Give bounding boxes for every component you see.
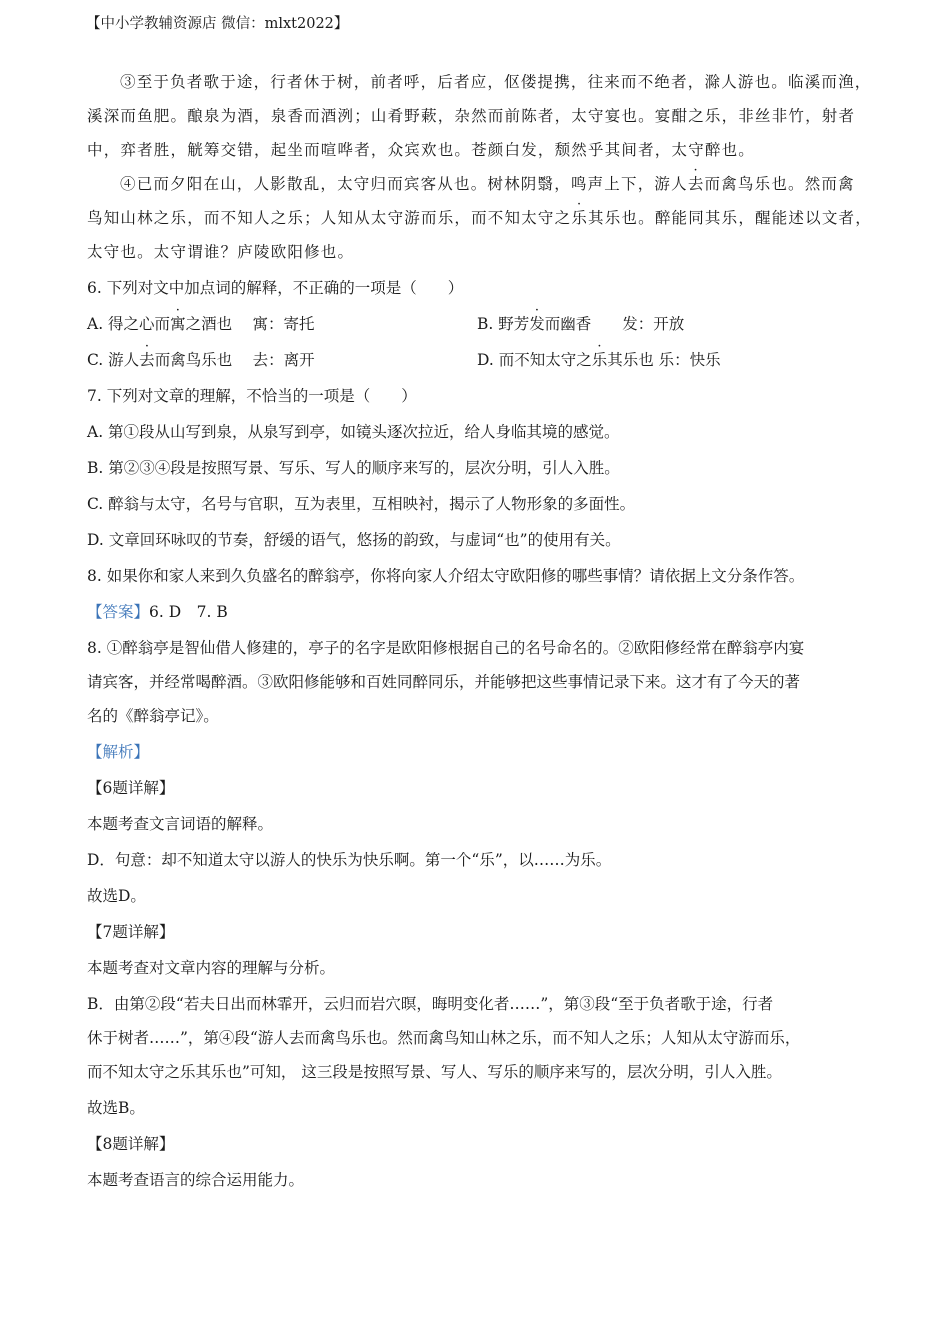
answer-line xyxy=(87,600,867,625)
q7-detail-text: 而不知太守之乐其乐也”可知， 这三段是按照写景、写人、写乐的顺序来写的，层次分明，引人入胜。 xyxy=(87,1063,782,1081)
q7-detail-text: 休于树者……”，第④段“游人去而禽鸟乐也。然而禽鸟知山林之乐，而不知人之乐；人知从太守游而乐， xyxy=(87,1029,801,1047)
dotted-word: 乐 xyxy=(591,351,608,369)
q6-options-row xyxy=(87,312,867,337)
dotted-word: 发 xyxy=(529,315,545,333)
q7-stem: 7. 下列对文章的理解，不恰当的一项是（ ） xyxy=(87,387,417,405)
q6-option-b: B. 野芳发而幽香 发：开放 xyxy=(477,315,685,333)
q7-detail-text: 本题考查对文章内容的理解与分析。 xyxy=(87,959,336,977)
q7-option-a: A. 第①段从山写到泉，从泉写到亭，如镜头逐次拉近，给人身临其境的感觉。 xyxy=(87,423,620,441)
q6-detail-text: 故选D。 xyxy=(87,887,146,905)
q6-option-c: C. 游人去而禽鸟乐也 去：离开 xyxy=(87,351,315,369)
dotted-word: 去 xyxy=(687,175,705,193)
q6-detail-title: 【6题详解】 xyxy=(87,779,175,797)
dotted-word: 乐 xyxy=(571,209,589,227)
q6-detail-text: 本题考查文言词语的解释。 xyxy=(87,815,274,833)
q6-stem: 6. 下列对文中加点词的解释，不正确的一项是（ ） xyxy=(87,279,464,297)
q7-detail-text: B．由第②段“若夫日出而林霏开，云归而岩穴暝，晦明变化者……”，第③段“至于负者歌于途，行者 xyxy=(87,995,774,1013)
passage-p3-line: 中，弈者胜，觥筹交错，起坐而喧哗者，众宾欢也。苍颜白发，颓然乎其间者，太守醉也。 xyxy=(87,141,756,159)
answer-q8-line: 名的《醉翁亭记》。 xyxy=(87,707,219,725)
passage-p4-line: 鸟知山林之乐，而不知人之乐；人知从太守游而乐，而不知太守之乐其乐也。醉能同其乐，醒能述以文者， xyxy=(87,209,872,227)
q6-option-d: D. 而不知太守之乐其乐也 乐：快乐 xyxy=(477,351,721,369)
answer-q8-line: 请宾客，并经常喝醉酒。③欧阳修能够和百姓同醉同乐，并能够把这些事情记录下来。这才有了今天的著 xyxy=(87,673,801,691)
q7-option-d: D. 文章回环咏叹的节奏，舒缓的语气，悠扬的韵致，与虚词“也”的使用有关。 xyxy=(87,531,621,549)
answer-q8-line: 8. ①醉翁亭是智仙借人修建的，亭子的名字是欧阳修根据自己的名号命名的。②欧阳修经常在醉翁亭内宴 xyxy=(87,639,805,657)
q6-options-row xyxy=(87,348,867,373)
q7-detail-text: 故选B。 xyxy=(87,1099,145,1117)
dotted-word: 寓 xyxy=(170,315,186,333)
q8-stem: 8. 如果你和家人来到久负盛名的醉翁亭，你将向家人介绍太守欧阳修的哪些事情？请依据上文分条作答。 xyxy=(87,567,805,585)
q8-detail-title: 【8题详解】 xyxy=(87,1135,175,1153)
document-body xyxy=(87,70,872,1193)
analysis-tag: 【解析】 xyxy=(87,743,150,761)
answer-text: 6. D 7. B xyxy=(149,603,228,621)
q6-option-a: A. 得之心而寓之酒也 寓：寄托 xyxy=(87,315,315,333)
passage-p4-line: ④已而夕阳在山，人影散乱，太守归而宾客从也。树林阴翳，鸣声上下，游人去而禽鸟乐也。然而禽 xyxy=(120,175,855,193)
passage-p3-line: ③至于负者歌于途，行者休于树，前者呼，后者应，伛偻提携，往来而不绝者，滁人游也。临溪而渔， xyxy=(120,73,872,91)
passage-p4-line: 太守也。太守谓谁？庐陵欧阳修也。 xyxy=(87,243,355,261)
answer-tag: 【答案】 xyxy=(87,603,150,621)
q6-detail-text: D．句意：却不知道太守以游人的快乐为快乐啊。第一个“乐”，以……为乐。 xyxy=(87,851,612,869)
dotted-word: 去 xyxy=(139,351,155,369)
q7-option-c: C. 醉翁与太守，名号与官职，互为表里，互相映衬，揭示了人物形象的多面性。 xyxy=(87,495,636,513)
q7-detail-title: 【7题详解】 xyxy=(87,923,175,941)
q8-detail-text: 本题考查语言的综合运用能力。 xyxy=(87,1171,305,1189)
q7-option-b: B. 第②③④段是按照写景、写乐、写人的顺序来写的，层次分明，引人入胜。 xyxy=(87,459,620,477)
page-header: 【中小学教辅资源店 微信：mlxt2022】 xyxy=(86,16,349,32)
passage-p3-line: 溪深而鱼肥。酿泉为酒，泉香而酒洌；山肴野蔌，杂然而前陈者，太守宴也。宴酣之乐，非丝非竹，射者 xyxy=(87,107,856,125)
